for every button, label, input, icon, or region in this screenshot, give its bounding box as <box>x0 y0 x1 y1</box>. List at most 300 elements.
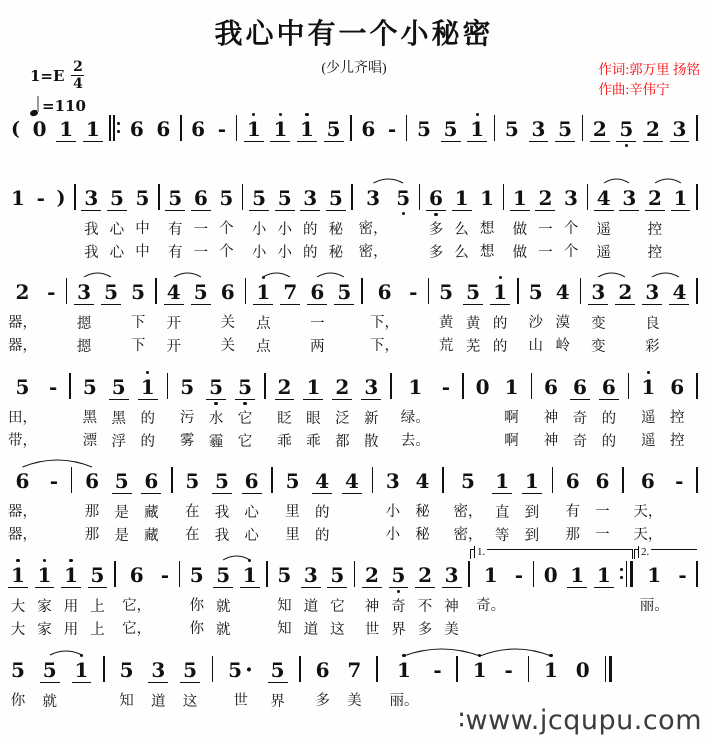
barline <box>171 463 173 539</box>
score-part <box>620 576 623 579</box>
note-glyph: 5 <box>168 186 183 210</box>
note-glyph: 1 <box>480 186 495 210</box>
barline-stroke <box>630 561 634 587</box>
barline <box>406 111 408 141</box>
barline <box>103 652 105 705</box>
lyric-line-1: 的 <box>303 222 318 238</box>
score-part <box>462 373 464 399</box>
note-glyph: 6 <box>156 117 171 141</box>
score-part <box>644 557 664 587</box>
note-token <box>473 369 493 452</box>
score-part <box>243 400 246 407</box>
score-part <box>439 369 453 399</box>
note-token <box>8 652 28 712</box>
score-part <box>372 467 374 493</box>
octave-dot <box>478 654 481 657</box>
note-token <box>249 180 269 264</box>
score-part <box>249 180 269 218</box>
score-part <box>283 463 303 500</box>
lyric-line-2: 想 <box>479 244 495 260</box>
lyric-line-2: 去。 <box>400 433 430 449</box>
score-part <box>406 274 420 304</box>
note-glyph: 3 <box>385 469 400 493</box>
score-part <box>61 557 81 595</box>
score-part <box>620 568 623 571</box>
score-part <box>526 274 546 311</box>
lyric-line-1: 它 <box>237 411 253 427</box>
note-glyph: 1 <box>495 469 510 493</box>
note-token <box>8 111 23 148</box>
score-part <box>436 274 456 304</box>
barline <box>109 111 120 141</box>
score-part <box>470 652 490 689</box>
note-token <box>313 652 333 712</box>
lyric-line-2: 下， <box>370 338 400 354</box>
lyric-line-2: 奇 <box>572 434 588 450</box>
lyric-line-1: 控 <box>670 410 685 426</box>
note-token <box>212 463 232 547</box>
barline-stroke <box>66 278 68 304</box>
barline <box>354 557 356 633</box>
lyric-line-1: 到 <box>524 505 540 521</box>
note-token <box>74 274 94 358</box>
note-token <box>502 111 522 148</box>
note-token <box>80 369 100 452</box>
system-1 <box>8 103 698 149</box>
lyric-line-2: 那 <box>565 527 580 543</box>
barline <box>264 369 266 445</box>
score-part <box>74 184 76 210</box>
score-part <box>619 180 639 218</box>
lyric-line-2: 浮 <box>111 434 126 450</box>
note-token <box>8 369 37 452</box>
note-glyph: 1 <box>470 117 485 141</box>
note-glyph: 3 <box>151 658 166 682</box>
score-part <box>642 274 662 312</box>
note-glyph: 1 <box>570 563 585 587</box>
note-glyph: 5 <box>277 563 292 587</box>
lyric-line-2: 多 <box>417 622 433 638</box>
barline-stroke <box>587 184 589 210</box>
note-glyph: 6 <box>310 280 325 304</box>
score-part <box>419 184 421 210</box>
score-part <box>40 652 60 683</box>
score-part <box>573 652 593 689</box>
lyric-line-1: 上 <box>90 599 105 615</box>
score-part <box>212 463 232 494</box>
score-part <box>117 130 120 133</box>
note-glyph: - <box>675 469 684 493</box>
note-token <box>283 463 303 546</box>
note-glyph: - <box>49 469 59 493</box>
score-part <box>165 180 185 211</box>
score-part <box>667 369 687 406</box>
system-6 <box>8 546 698 641</box>
score-part <box>473 369 493 399</box>
note-token <box>541 557 561 640</box>
note-glyph: 5 <box>15 375 30 399</box>
score-part <box>696 278 698 304</box>
note-glyph: 4 <box>166 280 181 304</box>
score-part <box>80 369 100 406</box>
score-part <box>452 180 472 218</box>
score-part <box>249 180 269 211</box>
score-part <box>46 369 60 399</box>
octave-dot <box>43 559 46 562</box>
note-token <box>148 652 168 713</box>
lyric-line-2: 关 <box>220 338 235 354</box>
score-part <box>413 463 433 500</box>
score-part <box>490 274 510 312</box>
lyric-line-2: 霾 <box>208 434 224 450</box>
lyric-line-2: 这 <box>330 622 345 638</box>
score-part <box>667 369 687 399</box>
lyric-line-1: 多 <box>315 693 330 709</box>
score-part <box>441 111 461 142</box>
score-part <box>188 111 208 148</box>
score-part <box>245 278 247 304</box>
barline-stroke <box>264 373 266 399</box>
lyric-line-2: 一 <box>595 527 610 543</box>
note-glyph: 1 <box>64 563 78 587</box>
score-part <box>522 463 542 501</box>
barline <box>628 369 630 445</box>
octave-dot <box>305 113 308 116</box>
score-part <box>672 463 686 500</box>
score-part <box>191 274 211 305</box>
lyric-line-2: 里 <box>285 527 300 543</box>
score-part <box>402 210 405 217</box>
barline <box>696 369 698 445</box>
score-part <box>13 369 33 399</box>
score-part <box>342 463 362 494</box>
time-signature <box>71 60 84 91</box>
score-part <box>619 180 639 211</box>
lyric-line-2: 下 <box>130 338 146 354</box>
lyric-line-2: 开 <box>166 339 181 355</box>
score-part <box>303 369 323 400</box>
lyric-line-1: 的 <box>140 411 155 427</box>
score-part <box>405 369 425 399</box>
note-glyph: 6 <box>640 469 655 493</box>
lyric-line-1: 器， <box>8 315 37 331</box>
score-part <box>127 111 147 148</box>
barline-stroke <box>299 656 301 682</box>
score-part <box>83 111 103 149</box>
score-part <box>362 557 382 588</box>
score-part <box>40 652 60 690</box>
note-token <box>280 274 300 358</box>
note-glyph: - <box>409 280 418 304</box>
note-glyph: 3 <box>366 186 381 210</box>
note-glyph: 2 <box>15 280 30 304</box>
score-part <box>275 180 295 218</box>
volta-label: 1. <box>474 546 487 558</box>
score-part <box>61 557 81 588</box>
note-glyph: 5 <box>185 469 200 493</box>
barline <box>528 652 530 705</box>
lyric-line-1: 水 <box>208 411 224 427</box>
barline <box>236 111 238 141</box>
note-token <box>670 111 690 149</box>
score-part <box>44 274 58 304</box>
note-token <box>244 111 264 149</box>
lyric-line-2: 秘 <box>328 245 344 261</box>
note-token <box>463 274 483 358</box>
note-token <box>312 463 332 547</box>
note-token <box>218 274 238 357</box>
score-part <box>351 184 353 210</box>
note-token <box>141 463 161 547</box>
score-part <box>397 588 400 595</box>
note-glyph: 6 <box>565 469 580 493</box>
lyric-line-2: 心 <box>244 528 259 544</box>
score-part <box>394 652 414 689</box>
note-token <box>638 369 658 452</box>
note-token <box>553 274 573 357</box>
note-glyph: 1 <box>11 563 25 587</box>
score-part <box>477 180 497 217</box>
barline <box>533 557 535 633</box>
score-part <box>481 557 501 587</box>
note-token <box>235 369 255 453</box>
note-token <box>8 180 28 263</box>
note-token <box>672 463 686 546</box>
score-part <box>128 274 148 304</box>
lyric-line-2: 世 <box>364 622 380 638</box>
lyric-line-2: 秘 <box>415 527 430 543</box>
barline-stroke <box>113 115 115 141</box>
lyric-line-2: 心 <box>109 245 125 261</box>
note-token <box>117 652 137 712</box>
note-glyph: 1 <box>59 117 74 141</box>
note-token <box>669 274 689 358</box>
note-glyph: 1 <box>246 117 261 141</box>
score-part <box>358 111 378 148</box>
note-token <box>492 463 512 547</box>
note-token <box>645 180 665 264</box>
score-part <box>71 467 73 493</box>
note-glyph: 5 <box>193 280 208 304</box>
score-part <box>13 274 33 311</box>
note-glyph: 6 <box>377 280 392 304</box>
score-part <box>502 111 522 141</box>
lyric-line-2: 家 <box>37 622 52 638</box>
lyric-line-1: 黄 <box>438 315 454 331</box>
note-glyph: 6 <box>361 117 376 141</box>
score-part <box>344 652 364 682</box>
barline-stroke <box>442 467 444 493</box>
score-part <box>148 652 168 690</box>
note-glyph: 5 <box>326 117 341 141</box>
score-part <box>54 180 69 217</box>
note-token <box>413 463 433 546</box>
score-part <box>242 463 262 494</box>
lyric-line-2: 就 <box>215 622 231 638</box>
note-glyph: - <box>217 117 227 141</box>
score-part <box>442 557 462 595</box>
volta-label: 2. <box>638 546 651 558</box>
score-part <box>441 111 461 149</box>
score-part <box>389 557 409 588</box>
score-part <box>274 557 294 594</box>
score-part <box>83 111 103 142</box>
score-part <box>458 463 478 493</box>
score-part <box>117 652 137 682</box>
lyric-line-2: 的 <box>601 434 617 450</box>
note-glyph: ) <box>56 187 66 209</box>
note-glyph: 5 <box>111 375 126 399</box>
lyric-line-2: 小 <box>277 245 292 261</box>
lyric-line-1: 良 <box>645 316 660 332</box>
score-part <box>456 656 458 682</box>
score-part <box>430 652 444 689</box>
lyric-line-2: 的 <box>492 339 508 355</box>
score-part <box>599 369 619 400</box>
score-part <box>512 557 526 587</box>
note-token <box>44 274 58 357</box>
score-part <box>109 369 129 400</box>
lyric-line-2: 小 <box>385 527 401 543</box>
note-token <box>535 180 555 264</box>
score-part <box>133 180 153 217</box>
barline-stroke <box>503 184 505 210</box>
score-part <box>494 115 496 141</box>
score-part <box>342 463 362 501</box>
score-part <box>502 652 516 682</box>
note-glyph: 6 <box>572 375 587 399</box>
note-glyph: 1 <box>596 563 611 587</box>
note-glyph: 4 <box>596 186 611 210</box>
lyric-line-1: 想 <box>479 221 495 237</box>
lyric-line-2: 有 <box>167 245 183 261</box>
note-glyph: 3 <box>303 186 318 210</box>
score-part <box>167 373 169 399</box>
note-token <box>187 557 207 640</box>
lyric-line-1: 神 <box>444 599 459 615</box>
lyric-line-2: 遥 <box>641 433 656 449</box>
note-token <box>541 652 561 712</box>
note-token <box>72 652 92 713</box>
barline <box>179 557 181 633</box>
credits <box>598 60 700 100</box>
score-part <box>212 463 232 501</box>
note-token <box>615 274 635 358</box>
note-token <box>453 463 482 546</box>
lyric-line-1: 有 <box>565 504 580 520</box>
note-token <box>327 557 347 641</box>
barline <box>167 369 169 445</box>
lyric-line-2: 小 <box>251 245 267 261</box>
note-token <box>359 180 388 263</box>
score-part <box>442 557 462 588</box>
score-part <box>179 561 181 587</box>
score-part <box>361 278 363 304</box>
score-part <box>414 111 434 148</box>
note-token <box>300 180 320 264</box>
note-token <box>138 369 158 453</box>
score-part <box>81 180 101 211</box>
note-token <box>570 369 590 453</box>
score-part <box>13 369 33 406</box>
note-token <box>180 652 200 713</box>
score-part <box>643 111 663 149</box>
note-token <box>522 463 542 547</box>
score-part <box>214 400 217 407</box>
system-5 <box>8 455 698 547</box>
score-part <box>82 463 102 500</box>
lyric-line-2: 你 <box>189 621 204 637</box>
score-part <box>393 180 413 217</box>
score-part <box>180 652 200 690</box>
octave-dot <box>69 559 72 562</box>
score-part <box>594 557 614 588</box>
barline-stroke <box>167 373 169 399</box>
score-part <box>66 278 68 304</box>
note-glyph: 5 <box>215 469 229 493</box>
lyric-line-1: 遥 <box>641 410 656 426</box>
lyric-line-2: 的 <box>140 434 155 450</box>
lyric-line-1: 这 <box>182 694 198 710</box>
lyric-line-2: 雾 <box>179 433 195 449</box>
score-part <box>8 652 28 682</box>
note-glyph: 1 <box>641 375 656 399</box>
barline <box>503 180 505 256</box>
score-part <box>30 111 50 148</box>
barline <box>696 111 698 141</box>
barline <box>552 463 554 539</box>
score-part <box>312 463 332 501</box>
note-glyph: 6 <box>429 186 443 210</box>
score-part <box>439 369 453 406</box>
score-part <box>275 369 295 407</box>
score-part <box>570 369 590 400</box>
score-part <box>158 184 160 210</box>
lyric-line-1: 我 <box>84 222 99 238</box>
note-glyph: 1 <box>140 375 155 399</box>
lyric-line-2: 中 <box>135 244 150 260</box>
score-part <box>599 369 619 407</box>
score-part <box>109 115 120 141</box>
note-token <box>599 369 619 453</box>
score-part <box>270 111 290 142</box>
note-glyph: 1 <box>524 469 539 493</box>
score-part <box>363 180 383 217</box>
note-token <box>642 274 662 358</box>
note-glyph: 6 <box>129 563 144 587</box>
note-token <box>362 557 382 641</box>
note-glyph: 5 <box>216 563 231 587</box>
octave-dot <box>647 371 650 374</box>
score-part <box>628 373 630 399</box>
lyric-line-1: 新 <box>364 411 379 427</box>
lyric-line-2: 它， <box>122 621 152 637</box>
barline <box>494 111 496 141</box>
barline-stroke <box>180 115 182 141</box>
score-part <box>385 111 399 141</box>
barline <box>468 557 470 633</box>
note-glyph: 1 <box>504 375 519 399</box>
score-part <box>428 278 430 304</box>
lyric-line-1: 田， <box>8 410 37 426</box>
meter-numerator: 2 <box>73 59 83 75</box>
lyric-line-1: 我 <box>214 505 230 521</box>
lyric-line-1: 下， <box>370 315 400 331</box>
score-part <box>605 656 613 682</box>
lyric-line-1: 小 <box>277 222 292 238</box>
repeat-dots <box>117 122 120 133</box>
score-part <box>332 369 352 407</box>
